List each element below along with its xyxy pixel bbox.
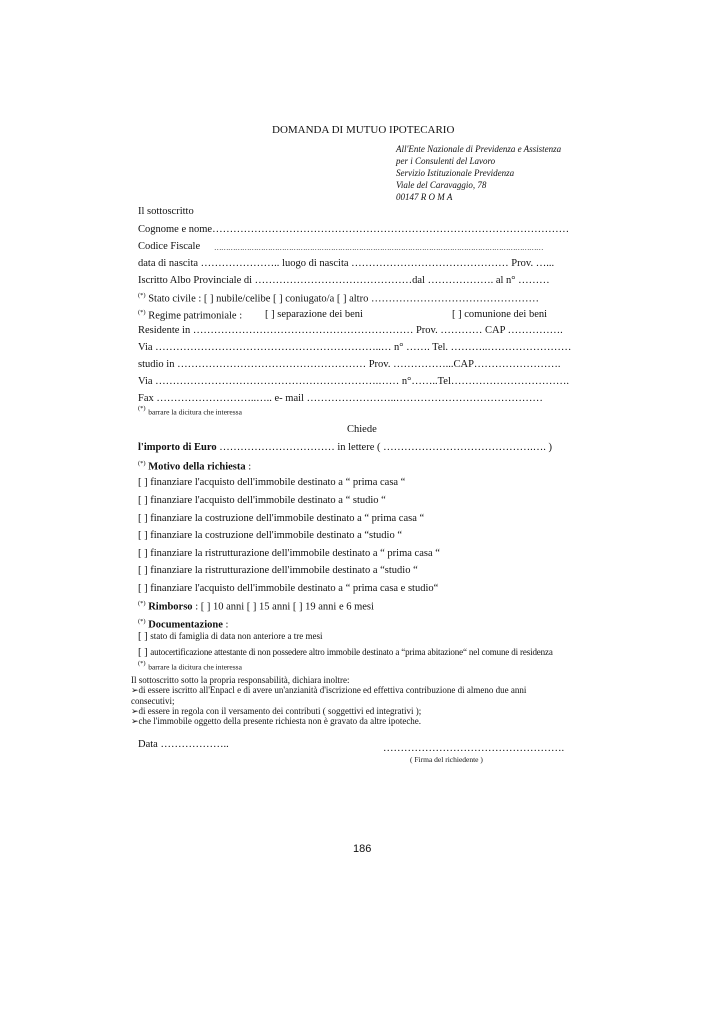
- nascita-field: data di nascita ………………….. luogo di nascita ……………………………………… Prov. …...: [138, 258, 555, 269]
- asterisk-note: (*): [138, 460, 146, 467]
- codice-fiscale-label: Codice Fiscale: [138, 241, 201, 252]
- asterisk-note: (*): [138, 309, 146, 316]
- dichiarazione-intro: Il sottoscritto sotto la propria responsabilità, dichiara inoltre:: [131, 675, 350, 685]
- documento-text: stato di famiglia di data non anteriore a tre mesi: [150, 631, 323, 641]
- rimborso-row: [138, 601, 374, 613]
- importo-row: [138, 443, 552, 454]
- dichiarazione-item: ➢di essere iscritto all'Enpacl e di avere un'anzianità d'iscrizione ed effettiva contribuzione di almeno due anni: [131, 685, 527, 695]
- motivo-option: [ ] finanziare l'acquisto dell'immobile destinato a “ prima casa e studio“: [138, 583, 439, 594]
- codice-fiscale-field: ……………………………………………………………………………………………………………………………: [214, 243, 543, 252]
- rimborso-label: Rimborso: [148, 601, 193, 613]
- fax-email-field: Fax ………………………..….. e- mail ……………………..……………………………………: [138, 393, 543, 404]
- dichiarazione-item: ➢di essere in regola con il versamento dei contributi ( soggettivi ed integrativi );: [131, 706, 422, 716]
- albo-field: Iscritto Albo Provinciale di ………………………………………dal ………………. al n° ………: [138, 275, 550, 286]
- firma-line: …………………………………………….: [383, 743, 565, 754]
- footnote-text: barrare la dicitura che interessa: [148, 407, 242, 417]
- recipient-line: All'Ente Nazionale di Previdenza e Assistenza: [396, 144, 562, 154]
- asterisk-note: (*): [138, 660, 146, 667]
- dichiarazione-item: ➢che l'immobile oggetto della presente richiesta non è gravato da altre ipoteche.: [131, 716, 422, 726]
- residenza-field: Residente in ……………………………………………………… Prov. ………… CAP …………….: [138, 325, 563, 336]
- page-number: 186: [353, 843, 372, 855]
- checkbox-bracket: [ ]: [138, 647, 148, 658]
- regime-separazione-option: [ ] separazione dei beni: [265, 309, 363, 320]
- motivo-option: [ ] finanziare l'acquisto dell'immobile destinato a “ studio “: [138, 495, 386, 506]
- documento-option: [138, 632, 322, 643]
- recipient-line: per i Consulenti del Lavoro: [396, 156, 496, 166]
- data-field: Data ………………..: [138, 739, 229, 750]
- motivo-label: Motivo della richiesta: [148, 461, 246, 473]
- footnote-text: barrare la dicitura che interessa: [148, 662, 242, 672]
- asterisk-note: (*): [138, 292, 146, 299]
- importo-field: …………………………… in lettere ( …………………………………….…. ): [216, 442, 552, 453]
- via-studio-field: Via ……………………………………………………….…… n°……..Tel…………………………….: [138, 376, 569, 387]
- motivo-option: [ ] finanziare la ristrutturazione dell'immobile destinato a “studio “: [138, 565, 418, 576]
- documentazione-label: Documentazione: [148, 619, 223, 631]
- asterisk-note: (*): [138, 600, 146, 607]
- regime-comunione-option: [ ] comunione dei beni: [452, 309, 548, 320]
- recipient-line: 00147 R O M A: [396, 192, 453, 202]
- sottoscritto-label: Il sottoscritto: [138, 206, 194, 217]
- chiede-heading: Chiede: [347, 424, 377, 435]
- stato-civile-field: Stato civile : [ ] nubile/celibe [ ] coniugato/a [ ] altro …………………………………………: [148, 293, 539, 305]
- regime-label: Regime patrimoniale :: [148, 310, 243, 322]
- motivo-option: [ ] finanziare la costruzione dell'immobile destinato a “studio “: [138, 530, 403, 541]
- documentazione-colon: :: [222, 619, 229, 631]
- recipient-line: Viale del Caravaggio, 78: [396, 180, 487, 190]
- asterisk-note: (*): [138, 405, 146, 412]
- via-residenza-field: Via ………………………………………………………..… n° ……. Tel. ………..……………………: [138, 342, 572, 353]
- motivo-option: [ ] finanziare la ristrutturazione dell'immobile destinato a “ prima casa “: [138, 548, 440, 559]
- checkbox-bracket: [ ]: [138, 631, 148, 642]
- importo-label: l'importo di Euro: [138, 442, 217, 453]
- asterisk-note: (*): [138, 618, 146, 625]
- firma-label: ( Firma del richiedente ): [410, 755, 483, 764]
- documentazione-heading: [138, 619, 228, 631]
- motivo-option: [ ] finanziare la costruzione dell'immobile destinato a “ prima casa “: [138, 513, 425, 524]
- documento-option: [138, 648, 553, 659]
- motivo-colon: :: [245, 461, 252, 473]
- cognome-nome-field: Cognome e nome…………………………………………………………………………………………: [138, 224, 570, 235]
- rimborso-options: : [ ] 10 anni [ ] 15 anni [ ] 19 anni e 6 mesi: [192, 601, 374, 613]
- motivo-option: [ ] finanziare l'acquisto dell'immobile destinato a “ prima casa “: [138, 477, 406, 488]
- regime-row: [138, 310, 242, 322]
- dichiarazione-item: consecutivi;: [131, 696, 175, 706]
- page-title: DOMANDA DI MUTUO IPOTECARIO: [272, 124, 455, 136]
- footnote: [138, 661, 242, 673]
- stato-civile-row: [138, 293, 539, 305]
- studio-field: studio in ……………………………………………… Prov. ……………...CAP…………………….: [138, 359, 561, 370]
- motivo-heading: [138, 461, 251, 473]
- documento-text: autocertificazione attestante di non possedere altro immobile destinato a “prima abitazione“ nel comune di residenza: [150, 647, 553, 657]
- recipient-line: Servizio Istituzionale Previdenza: [396, 168, 515, 178]
- footnote: [138, 406, 242, 418]
